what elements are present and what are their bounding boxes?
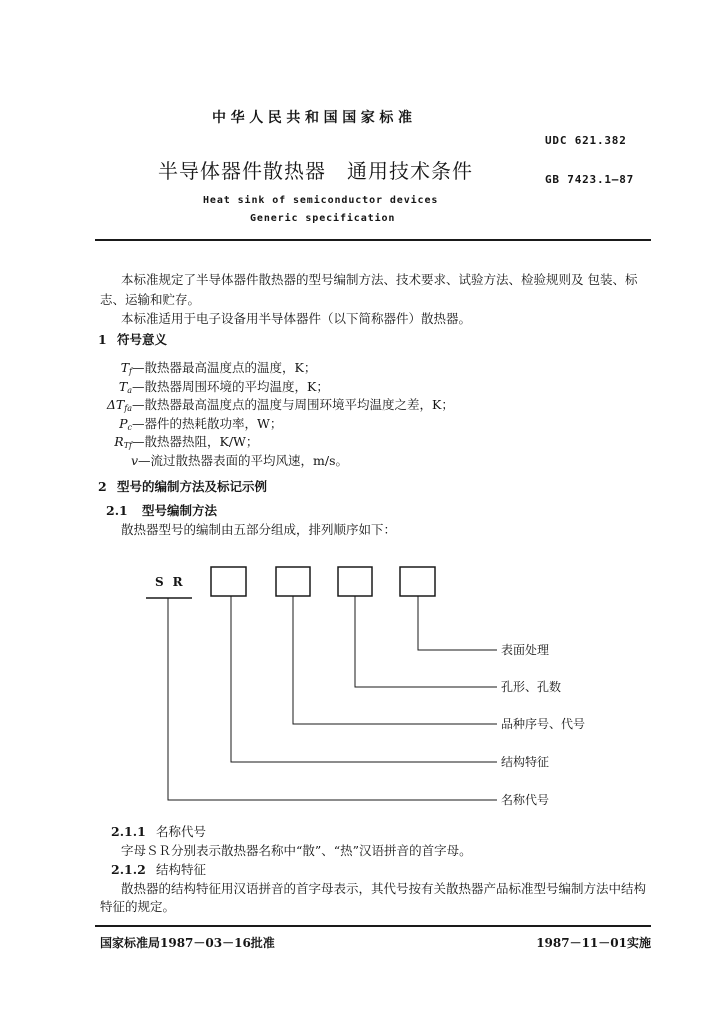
intro-paragraph-line1: 本标准规定了半导体器件散热器的型号编制方法、技术要求、试验方法、检验规则及 包装、标 <box>121 272 638 287</box>
code-box-surface <box>400 567 435 596</box>
symbol: $P_c$ <box>119 416 132 432</box>
symbol: $T_f$ <box>120 360 132 376</box>
section2-1-2-text-line2: 特征的规定。 <box>100 899 176 914</box>
section1-title: 符号意义 <box>117 332 168 347</box>
symbol-description: —流过散热器表面的平均风速，m/s。 <box>138 453 348 468</box>
header-rule <box>95 239 651 241</box>
section2-1-1-number: 2.1.1 <box>111 824 146 839</box>
label-name-code: 名称代号 <box>501 793 550 807</box>
label-variety-code: 品种序号、代号 <box>501 717 586 731</box>
symbol-row <box>94 454 348 472</box>
leader-variety <box>293 596 497 724</box>
symbol-row <box>88 417 282 435</box>
symbol-description: —散热器周围环境的平均温度，K； <box>132 379 329 394</box>
title-english-line1: Heat sink of semiconductor devices <box>203 195 439 206</box>
symbol-description: —散热器最高温度点的温度与周围环境平均温度之差，K； <box>132 397 454 412</box>
symbol: v <box>130 453 138 468</box>
approval-date: 国家标准局1987－03－16批准 <box>100 936 275 950</box>
symbol: $R_{Tf}$ <box>114 434 132 450</box>
symbol-description: —器件的热耗散功率，W； <box>132 416 283 431</box>
leader-surface <box>418 596 497 650</box>
section2-1-1-title: 名称代号 <box>156 824 207 839</box>
leader-structure <box>231 596 497 762</box>
diagram-prefix: SR <box>155 575 192 589</box>
scope-paragraph: 本标准适用于电子设备用半导体器件（以下简称器件）散热器。 <box>121 311 472 326</box>
code-box-variety <box>276 567 310 596</box>
section2-1-title: 型号编制方法 <box>142 503 218 518</box>
title-english-line2: Generic specification <box>250 213 396 224</box>
udc-number: UDC 621.382 <box>545 134 627 147</box>
section2-1-2-number: 2.1.2 <box>111 862 146 877</box>
section2-number: 2 <box>98 479 107 494</box>
section2-1-number: 2.1 <box>106 503 128 518</box>
symbol-description: —散热器热阻，K/W； <box>132 434 259 449</box>
leader-holes <box>355 596 497 687</box>
symbol: $\Delta T_{fa}$ <box>106 397 132 413</box>
label-structure-feature: 结构特征 <box>501 755 550 769</box>
symbol-description: —散热器最高温度点的温度，K； <box>132 360 317 375</box>
label-surface-treatment: 表面处理 <box>501 643 550 657</box>
issuing-organization: 中华人民共和国国家标准 <box>212 110 417 126</box>
section2-title: 型号的编制方法及标记示例 <box>117 479 268 494</box>
symbol-row <box>88 361 316 379</box>
section2-1-2-text-line1: 散热器的结构特征用汉语拼音的首字母表示，其代号按有关散热器产品标准型号编制方法中结构 <box>121 881 647 896</box>
leader-name <box>168 598 497 800</box>
symbol-row <box>88 435 258 453</box>
code-box-holes <box>338 567 372 596</box>
standard-number: GB 7423.1—87 <box>545 173 635 186</box>
section2-1-2-title: 结构特征 <box>156 862 207 877</box>
label-hole-shape: 孔形、孔数 <box>501 680 562 694</box>
effective-date: 1987－11－01实施 <box>536 936 651 950</box>
intro-paragraph-line2: 志、运输和贮存。 <box>100 292 201 307</box>
section2-1-1-text: 字母ＳＲ分别表示散热器名称中“散”、“热”汉语拼音的首字母。 <box>121 843 472 858</box>
section1-number: 1 <box>98 332 107 347</box>
title-chinese: 半导体器件散热器 通用技术条件 <box>158 159 473 183</box>
code-box-structure <box>211 567 246 596</box>
symbol-row <box>88 398 454 416</box>
symbol: $T_a$ <box>118 379 132 395</box>
symbol-row <box>88 380 329 398</box>
section2-1-text: 散热器型号的编制由五部分组成，排列顺序如下： <box>121 522 397 537</box>
footer-rule <box>95 925 651 927</box>
